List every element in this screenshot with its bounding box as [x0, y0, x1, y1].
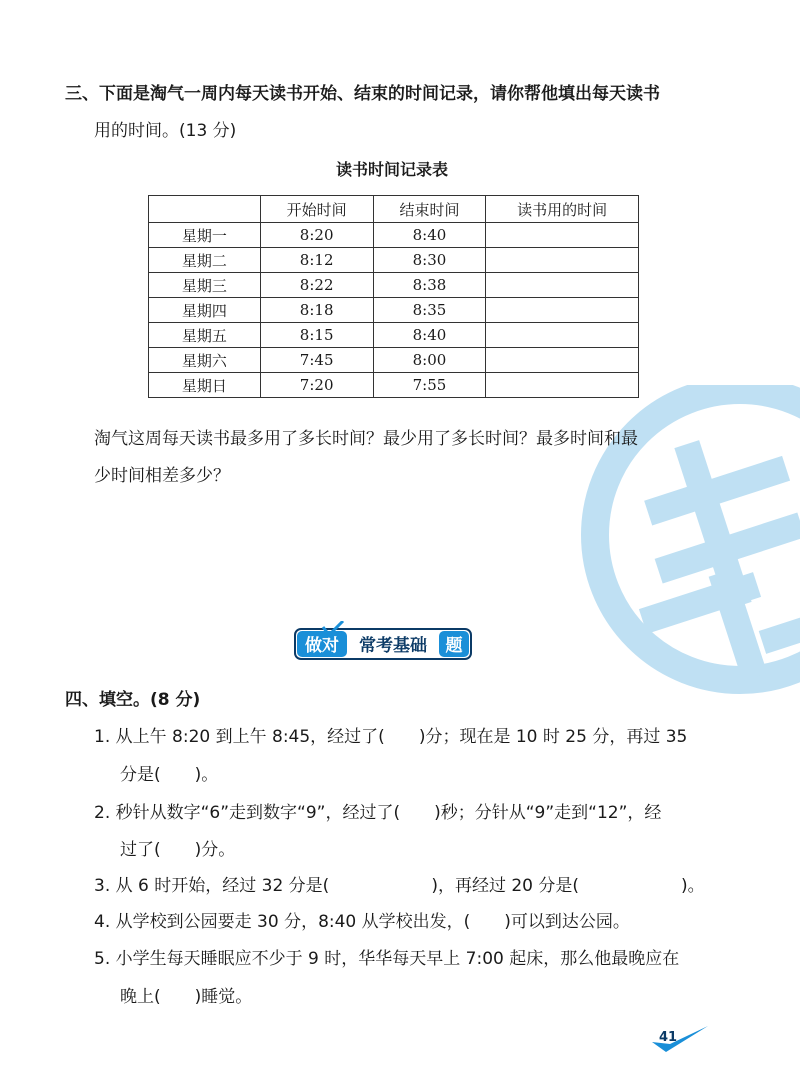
- start-time-cell: 8:20: [260, 223, 373, 248]
- day-cell: 星期三: [149, 273, 261, 298]
- section3-heading-line2: 用的时间。(13 分): [94, 121, 237, 141]
- table-row: [149, 248, 639, 273]
- start-time-cell: 7:20: [260, 373, 373, 398]
- table-header-row: [149, 196, 639, 223]
- banner-text-part1: 做对: [305, 636, 339, 656]
- q1-line1: 1. 从上午 8:20 到上午 8:45，经过了( )分；现在是 10 时 25 分，再过 35: [94, 727, 688, 747]
- banner-text-part3: 题: [445, 636, 463, 656]
- table-header-cell: [149, 196, 261, 223]
- used-time-blank[interactable]: [486, 273, 639, 298]
- start-time-cell: 8:15: [260, 323, 373, 348]
- q5-line1: 5. 小学生每天睡眠应不少于 9 时，华华每天早上 7:00 起床，那么他最晚应在: [94, 949, 680, 969]
- section3-question-line1: 淘气这周每天读书最多用了多长时间？最少用了多长时间？最多时间和最: [94, 429, 638, 449]
- end-time-cell: 8:30: [373, 248, 486, 273]
- used-time-blank[interactable]: [486, 223, 639, 248]
- table-row: [149, 298, 639, 323]
- end-time-cell: 7:55: [373, 373, 486, 398]
- used-time-blank[interactable]: [486, 298, 639, 323]
- table-row: [149, 373, 639, 398]
- end-time-cell: 8:40: [373, 223, 486, 248]
- day-cell: 星期日: [149, 373, 261, 398]
- end-time-cell: 8:35: [373, 298, 486, 323]
- day-cell: 星期五: [149, 323, 261, 348]
- practice-banner: [293, 621, 473, 665]
- end-time-cell: 8:38: [373, 273, 486, 298]
- end-time-cell: 8:00: [373, 348, 486, 373]
- day-cell: 星期一: [149, 223, 261, 248]
- q1-line2: 分是( )。: [120, 765, 219, 785]
- table-header-cell: 结束时间: [373, 196, 486, 223]
- used-time-blank[interactable]: [486, 323, 639, 348]
- table-row: [149, 223, 639, 248]
- start-time-cell: 8:18: [260, 298, 373, 323]
- page-number: 41: [659, 1030, 678, 1045]
- reading-time-table: [148, 195, 639, 398]
- banner-text-part2: 常考基础: [359, 636, 427, 656]
- used-time-blank[interactable]: [486, 348, 639, 373]
- section3-heading-line1: 三、下面是淘气一周内每天读书开始、结束的时间记录，请你帮他填出每天读书: [65, 84, 660, 104]
- q2-line2: 过了( )分。: [120, 840, 236, 860]
- q2-line1: 2. 秒针从数字“6”走到数字“9”，经过了( )秒；分针从“9”走到“12”，经: [94, 803, 662, 823]
- q4: 4. 从学校到公园要走 30 分，8:40 从学校出发，( )可以到达公园。: [94, 912, 630, 932]
- start-time-cell: 7:45: [260, 348, 373, 373]
- start-time-cell: 8:22: [260, 273, 373, 298]
- day-cell: 星期四: [149, 298, 261, 323]
- q3: 3. 从 6 时开始，经过 32 分是( )，再经过 20 分是( )。: [94, 876, 705, 896]
- start-time-cell: 8:12: [260, 248, 373, 273]
- day-cell: 星期二: [149, 248, 261, 273]
- table-header-cell: 开始时间: [260, 196, 373, 223]
- used-time-blank[interactable]: [486, 248, 639, 273]
- table-row: [149, 348, 639, 373]
- used-time-blank[interactable]: [486, 373, 639, 398]
- q5-line2: 晚上( )睡觉。: [120, 987, 253, 1007]
- table-header-cell: 读书用的时间: [486, 196, 639, 223]
- day-cell: 星期六: [149, 348, 261, 373]
- table-title: 读书时间记录表: [336, 160, 449, 179]
- section4-heading: 四、填空。(8 分): [65, 690, 201, 710]
- table-row: [149, 273, 639, 298]
- section3-question-line2: 少时间相差多少？: [94, 466, 230, 486]
- table-row: [149, 323, 639, 348]
- end-time-cell: 8:40: [373, 323, 486, 348]
